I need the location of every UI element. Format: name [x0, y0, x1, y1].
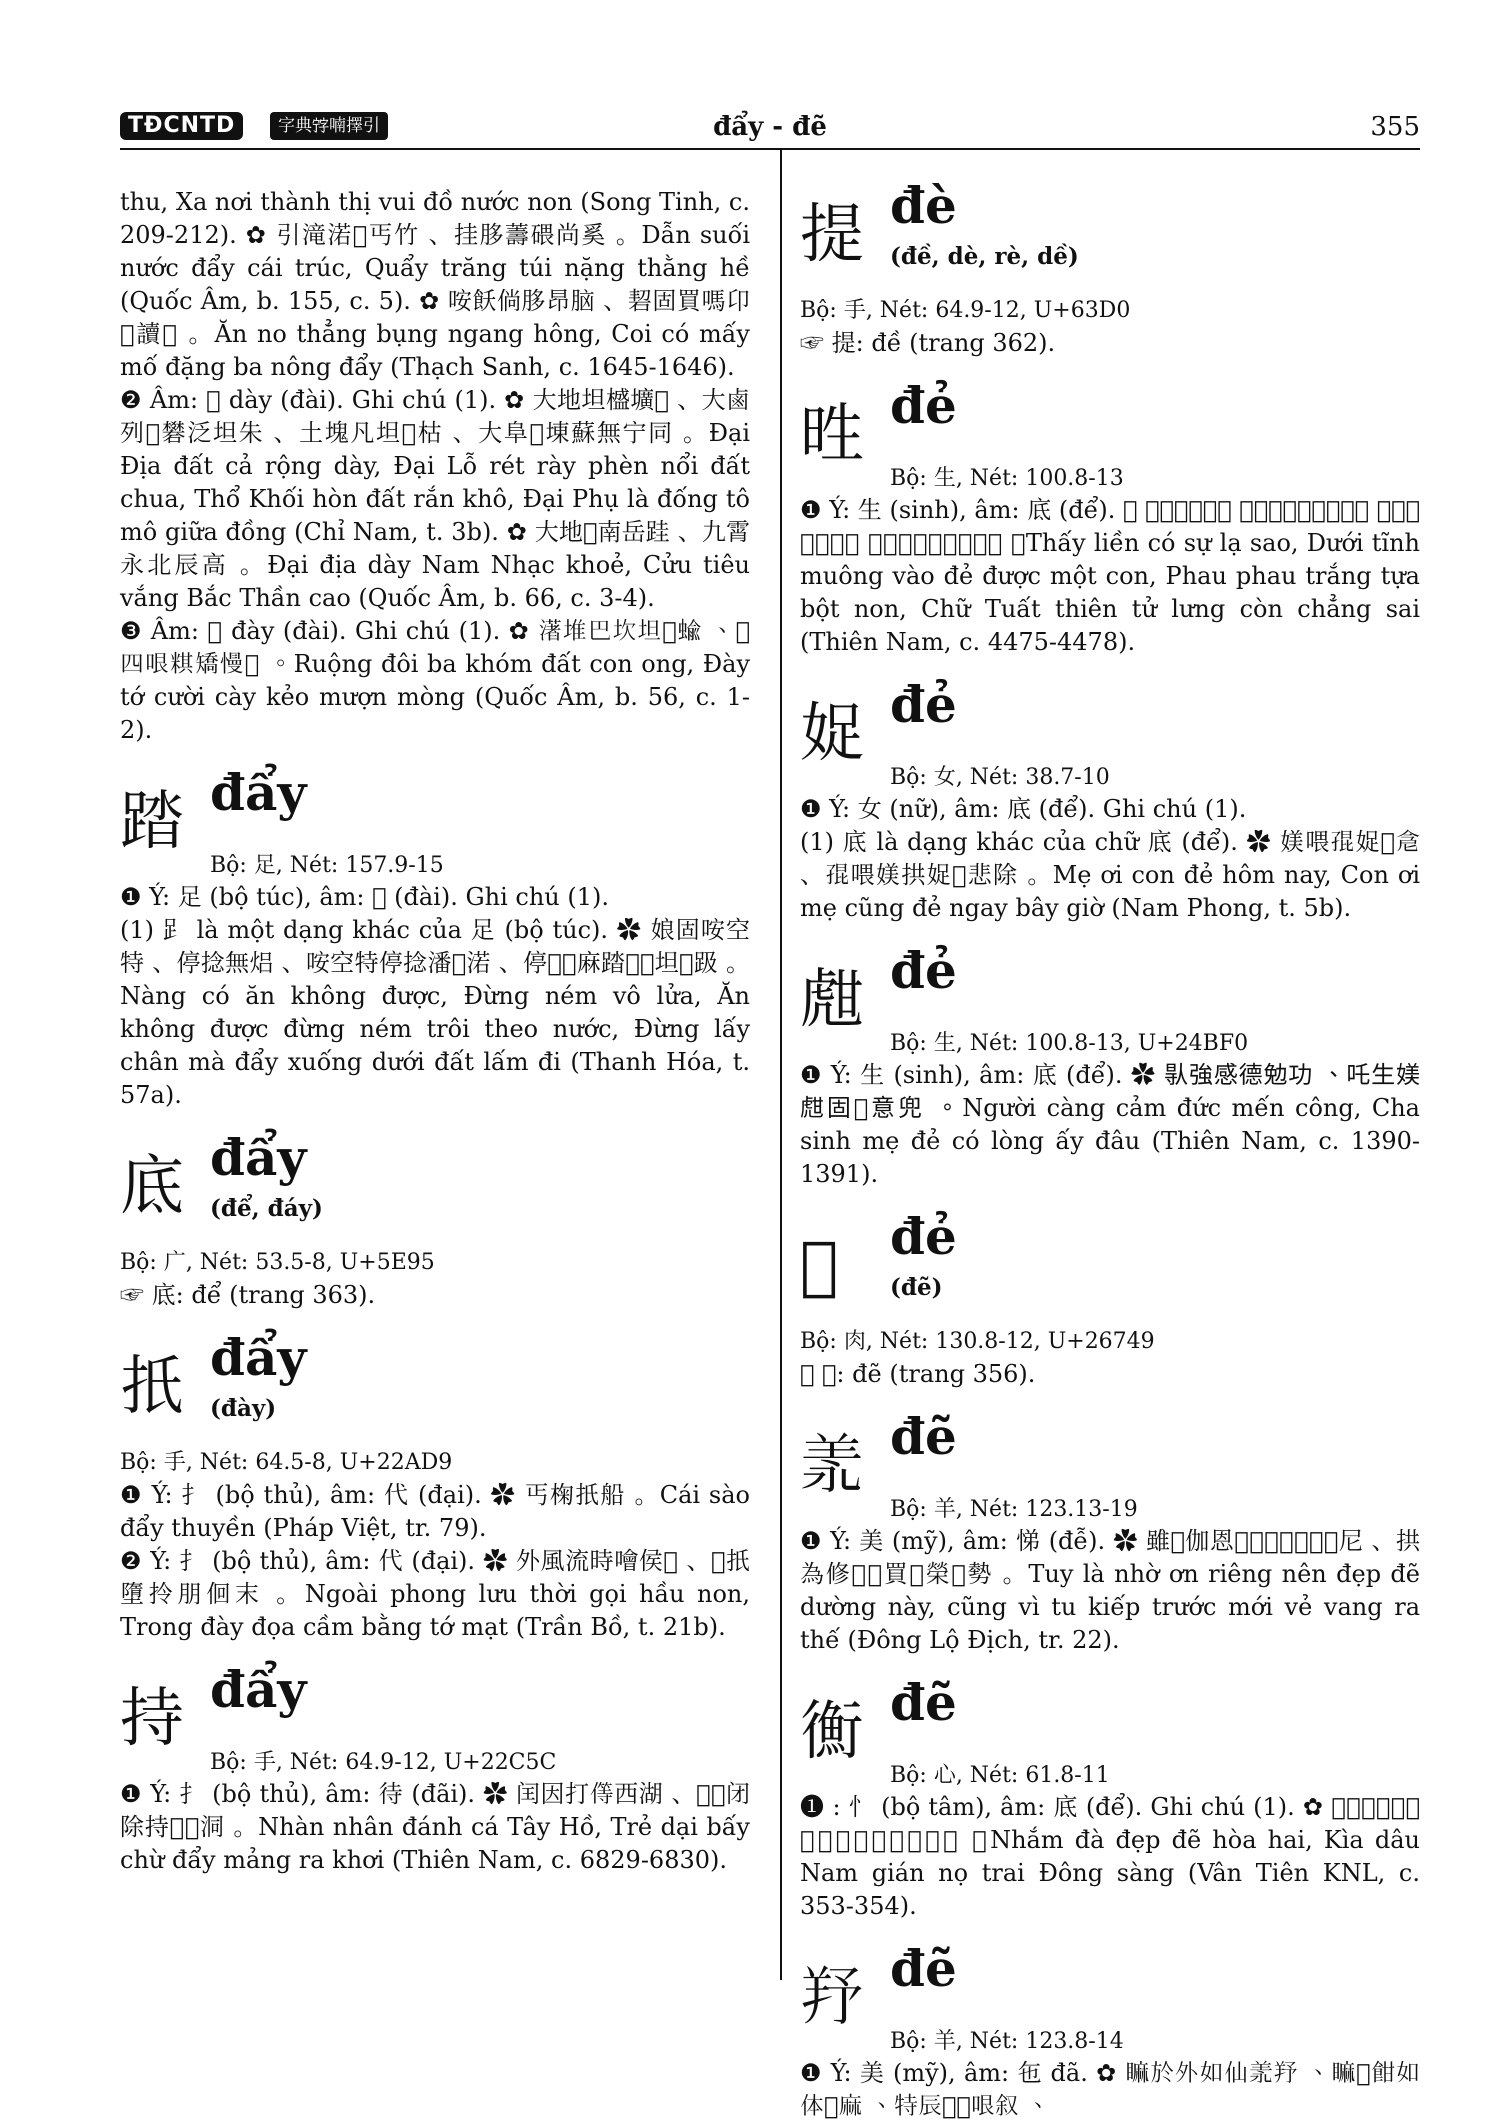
headword: đẽ — [890, 1673, 957, 1732]
headword: đẽ — [890, 1939, 957, 1998]
headword: đẽ — [890, 1407, 957, 1466]
entry-info: Bộ: 肉, Nét: 130.8-12, U+26749 — [800, 1329, 1155, 1354]
entry-info: Bộ: 生, Nét: 100.8-13 — [890, 466, 1124, 491]
cross-reference: ☞ 𦢳: đẽ (trang 356). — [800, 1360, 1036, 1388]
entry-note: (1) 底 là dạng khác của chữ 底 (để). ✿ 媄喂𡥵娖𣋚𠉞 、𡥵喂媄拱娖𣦍悲除 。Mẹ ơi con đẻ hôm nay, Con ơi mẹ cũng đẻ ngay bây giờ (Nam Phong, t. 5b). — [800, 828, 1420, 922]
headword: đè — [890, 176, 957, 235]
entry-heading — [800, 1939, 1420, 2057]
variants: (đẽ) — [890, 1274, 943, 1301]
headword-char: 𦍛 — [800, 1429, 864, 1503]
entry-info: Bộ: 足, Nét: 157.9-15 — [210, 853, 444, 878]
column-divider — [780, 150, 782, 1980]
headword-char: 娖 — [800, 697, 864, 771]
headword: đẻ — [890, 941, 957, 1000]
intro-paragraph: ❸ Âm: 𦝄 đày (đài). Ghi chú (1). ✿ 𤀞堆巴坎坦𧋻蝓 、𦝄四哏粸矯慢𦝄 。Ruộng đôi ba khóm đất con ong, Đày tớ cười cày kẻo mượn mòng (Quốc Âm, b. 56, c. 1-2). — [120, 617, 750, 744]
entry-info: Bộ: 羊, Nét: 123.8-14 — [890, 2029, 1124, 2054]
running-title: đẩy - đẽ — [713, 112, 827, 142]
cross-reference: ☞ 提: đề (trang 362). — [800, 329, 1056, 357]
entry-note: (1) 𧾷 là một dạng khác của 足 (bộ túc). ✿ 娘固咹空特 、停捻無焒 、咹空特停捻潘𨆢渃 、停𢪀𨉟麻踏𧿆𦝄坦𡑖趿 。Nàng có ăn không được, Đừng ném vô lửa, Ăn không được đừng ném trôi theo nước, Đừng lấy chân mà đẩy xuống dưới đất lấm đi (Thanh Hóa, t. 57a). — [120, 916, 750, 1109]
left-column — [120, 186, 750, 1877]
series-badge: TĐCNTD — [120, 112, 243, 140]
definition: ❶ Ý: 生 (sinh), âm: 底 (để). ✿ 𠊛強感德勉功 、吒生媄甝固𢚸意兜 。Người càng cảm đức mến công, Cha sinh mẹ đẻ có lòng ấy đâu (Thiên Nam, c. 1390-1391). — [800, 1061, 1420, 1188]
entry-info: Bộ: 女, Nét: 38.7-10 — [890, 765, 1110, 790]
definition: ❶ Ý: 足 (bộ túc), âm: 𦝄 (đài). Ghi chú (1). — [120, 883, 610, 911]
headword-char: 甠 — [800, 398, 864, 472]
variants: (để, đáy) — [210, 1195, 323, 1222]
hannom-badge: 字典𡨸喃擇引 — [270, 112, 388, 140]
entry-heading — [120, 1660, 750, 1778]
entry-info: Bộ: 手, Nét: 64.9-12, U+22C5C — [210, 1750, 557, 1775]
headword: đẻ — [890, 1207, 957, 1266]
definition: ❶ Ý: 生 (sinh), âm: 底 (để). ✿ 𧡊連固事𢌌牢 、𨑜靖𤞼𠓨甠特𠬠昆 、抛抛𤽸似𩛄嫩 、㝵戌天子䏧群拯差 。Thấy liền có sự lạ sao, Dưới tĩnh muông vào đẻ được một con, Phau phau trắng tựa bột non, Chữ Tuất thiên tử lưng còn chẳng sai (Thiên Nam, c. 4475-4478). — [800, 496, 1420, 656]
definition: ❶ Ý: 扌 (bộ thủ), âm: 代 (đại). ✿ 丐椈扺船 。Cái sào đẩy thuyền (Pháp Việt, tr. 79). — [120, 1481, 750, 1542]
headword-char: 𦍗 — [800, 1961, 864, 2035]
entry-heading — [800, 1207, 1420, 1325]
cross-reference: ☞ 底: để (trang 363). — [120, 1281, 376, 1309]
entry-heading — [120, 1128, 750, 1246]
entry-heading — [800, 1673, 1420, 1791]
headword: đẩy — [210, 1660, 307, 1719]
intro-paragraph: thu, Xa nơi thành thị vui đồ nước non (Song Tinh, c. 209-212). ✿ 引滝渃𦝄丐竹 、挂䏧薵碨尚奚 。Dẫn suối nước đẩy cái trúc, Quẩy trăng túi nặng thằng hề (Quốc Âm, b. 155, c. 5). ✿ 咹飫倘䏧昂脑 、䂮固買嗎卬𢀭讀𦝄 。Ăn no thẳng bụng ngang hông, Coi có mấy mố đặng ba nông đẩy (Thạch Sanh, c. 1645-1646). — [120, 188, 750, 381]
definition: ❶ Ý: 女 (nữ), âm: 底 (để). Ghi chú (1). — [800, 795, 1247, 823]
headword-char: 𦢳 — [800, 1229, 839, 1303]
page-header — [120, 108, 1420, 150]
entry-heading — [800, 675, 1420, 793]
entry-heading — [800, 176, 1420, 294]
headword: đẻ — [890, 675, 957, 734]
definition: ❷ Ý: 扌 (bộ thủ), âm: 代 (đại). ✿ 外風流時噲侯𡮍 、𦣰扺墮拎朋佪末 。Ngoài phong lưu thời gọi hầu non, Trong đày đọa cầm bằng tớ mạt (Trần Bồ, t. 21b). — [120, 1547, 750, 1641]
entry-info: Bộ: 生, Nét: 100.8-13, U+24BF0 — [890, 1031, 1249, 1056]
headword-char: 底 — [120, 1150, 184, 1224]
page-number: 355 — [1370, 112, 1420, 142]
entry-heading — [120, 1328, 750, 1446]
headword-char: 提 — [800, 198, 864, 272]
intro-paragraph: ❷ Âm: 𦝄 dày (đài). Ghi chú (1). ✿ 大地坦𣛮壙𦝄 、大鹵列𥗹礬泛坦朱 、土塊凡坦𠓨枯 、大阜𡗶埬蘇無宁同 。Đại Địa đất cả rộng dày, Đại Lỗ rét rày phèn nổi đất chua, Thổ Khối hòn đất rắn khô, Đại Phụ là đống tô mô giữa đồng (Chỉ Nam, t. 3b). ✿ 大地𦝄南岳跬 、九霄永北辰高 。Đại địa dày Nam Nhạc khoẻ, Cửu tiêu vắng Bắc Thần cao (Quốc Âm, b. 66, c. 3-4). — [120, 386, 750, 612]
headword: đẩy — [210, 1128, 307, 1187]
definition: ❶ Ý: 扌 (bộ thủ), âm: 待 (đãi). ✿ 闰因打𠎬西湖 、𠁵𤴬闭除持𦝄𦝄洞 。Nhàn nhân đánh cá Tây Hồ, Trẻ dại bấy chừ đẩy mảng ra khơi (Thiên Nam, c. 6829-6830). — [120, 1780, 750, 1874]
entry-heading — [800, 941, 1420, 1059]
entry-heading — [800, 1407, 1420, 1525]
entry-info: Bộ: 广, Nét: 53.5-8, U+5E95 — [120, 1250, 435, 1275]
headword-char: 踏 — [120, 785, 184, 859]
definition: ❶ : 忄 (bộ tâm), âm: 底 (để). Ghi chú (1). ✿ 𥄮它𢣂𢖍和𠄩 、嘆妯南諫𪡔𦍛東床 。Nhắm đà đẹp đẽ hòa hai, Kìa dâu Nam gián nọ trai Đông sàng (Vân Tiên KNL, c. 353-354). — [800, 1793, 1420, 1920]
headword: đẻ — [890, 376, 957, 435]
entry-info: Bộ: 心, Nét: 61.8-11 — [890, 1763, 1110, 1788]
entry-heading — [120, 763, 750, 881]
entry-info: Bộ: 手, Nét: 64.9-12, U+63D0 — [800, 298, 1131, 323]
headword-char: 𢖍 — [800, 1695, 864, 1769]
variants: (đày) — [210, 1395, 277, 1422]
entry-info: Bộ: 羊, Nét: 123.13-19 — [890, 1497, 1138, 1522]
entry-info: Bộ: 手, Nét: 64.5-8, U+22AD9 — [120, 1450, 453, 1475]
variants: (đề, dè, rè, dề) — [890, 243, 1079, 270]
right-column — [800, 176, 1420, 2123]
headword: đẩy — [210, 1328, 307, 1387]
definition: ❶ Ý: 美 (mỹ), âm: 㐌 đã. ✿ 𥊚於外如仙𦍛𦍗 、𥊚𢀭𩚵如体𥟉麻 、特辰𢜝𥒥哏叙 、 — [800, 2059, 1420, 2120]
definition: ❶ Ý: 美 (mỹ), âm: 悌 (đễ). ✿ 雖𦋦伽恩𥢆𢀭𦍛𢀭𣎏𦍛𣹕尼 、拱為修𠛤𥒥買𠭤榮𦍛勢 。Tuy là nhờ ơn riêng nên đẹp đẽ dường này, cũng vì tu kiếp trước mới vẻ vang ra thế (Đông Lộ Địch, tr. 22). — [800, 1527, 1420, 1654]
headword-char: 扺 — [120, 1350, 184, 1424]
headword-char: 甝 — [800, 963, 864, 1037]
headword-char: 持 — [120, 1682, 184, 1756]
entry-heading — [800, 376, 1420, 494]
headword: đẩy — [210, 763, 307, 822]
